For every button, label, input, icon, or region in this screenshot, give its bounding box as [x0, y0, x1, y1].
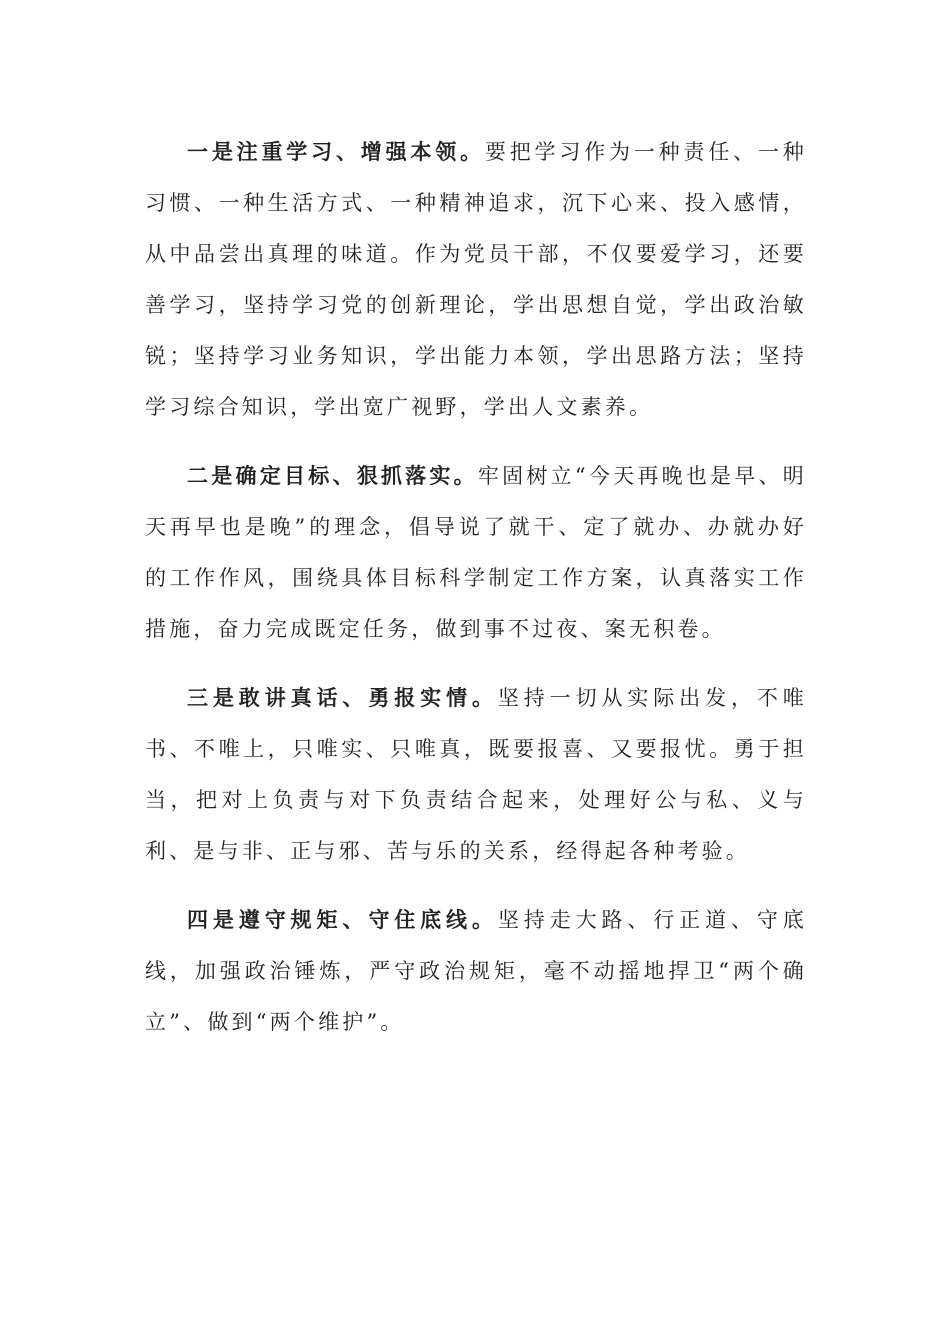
paragraph-1-body: 要把学习作为一种责任、一种习惯、一种生活方式、一种精神追求，沉下心来、投入感情，从中品尝出真理的味道。作为党员干部，不仅要爱学习，还要善学习，坚持学习党的创新理论，学出思想自觉，学出政治敏锐；坚持学习业务知识，学出能力本领，学出思路方法；坚持学习综合知识，学出宽广视野，学出人文素养。: [145, 140, 807, 419]
paragraph-4-body: 坚持走大路、行正道、守底线，加强政治锤炼，严守政治规矩，毫不动摇地捍卫“两个确立”、做到“两个维护”。: [145, 908, 808, 1034]
paragraph-3-lead: 三是敢讲真话、勇报实情。: [187, 685, 498, 710]
paragraph-2: [145, 450, 807, 655]
paragraph-3: [145, 672, 807, 877]
paragraph-2-lead: 二是确定目标、狠抓落实。: [187, 463, 478, 488]
paragraph-4-lead: 四是遵守规矩、守住底线。: [187, 907, 498, 932]
paragraph-1-lead: 一是注重学习、增强本领。: [187, 139, 485, 164]
paragraph-1: [145, 126, 807, 433]
document-page: [145, 126, 807, 1065]
paragraph-3-body: 坚持一切从实际出发，不唯书、不唯上，只唯实、只唯真，既要报喜、又要报忧。勇于担当，把对上负责与对下负责结合起来，处理好公与私、义与利、是与非、正与邪、苦与乐的关系，经得起各种考验。: [145, 686, 808, 863]
paragraph-4: [145, 894, 807, 1048]
paragraph-2-body: 牢固树立“今天再晚也是早、明天再早也是晚”的理念，倡导说了就干、定了就办、办就办好的工作作风，围绕具体目标科学制定工作方案，认真落实工作措施，奋力完成既定任务，做到事不过夜、案无积卷。: [145, 464, 807, 641]
